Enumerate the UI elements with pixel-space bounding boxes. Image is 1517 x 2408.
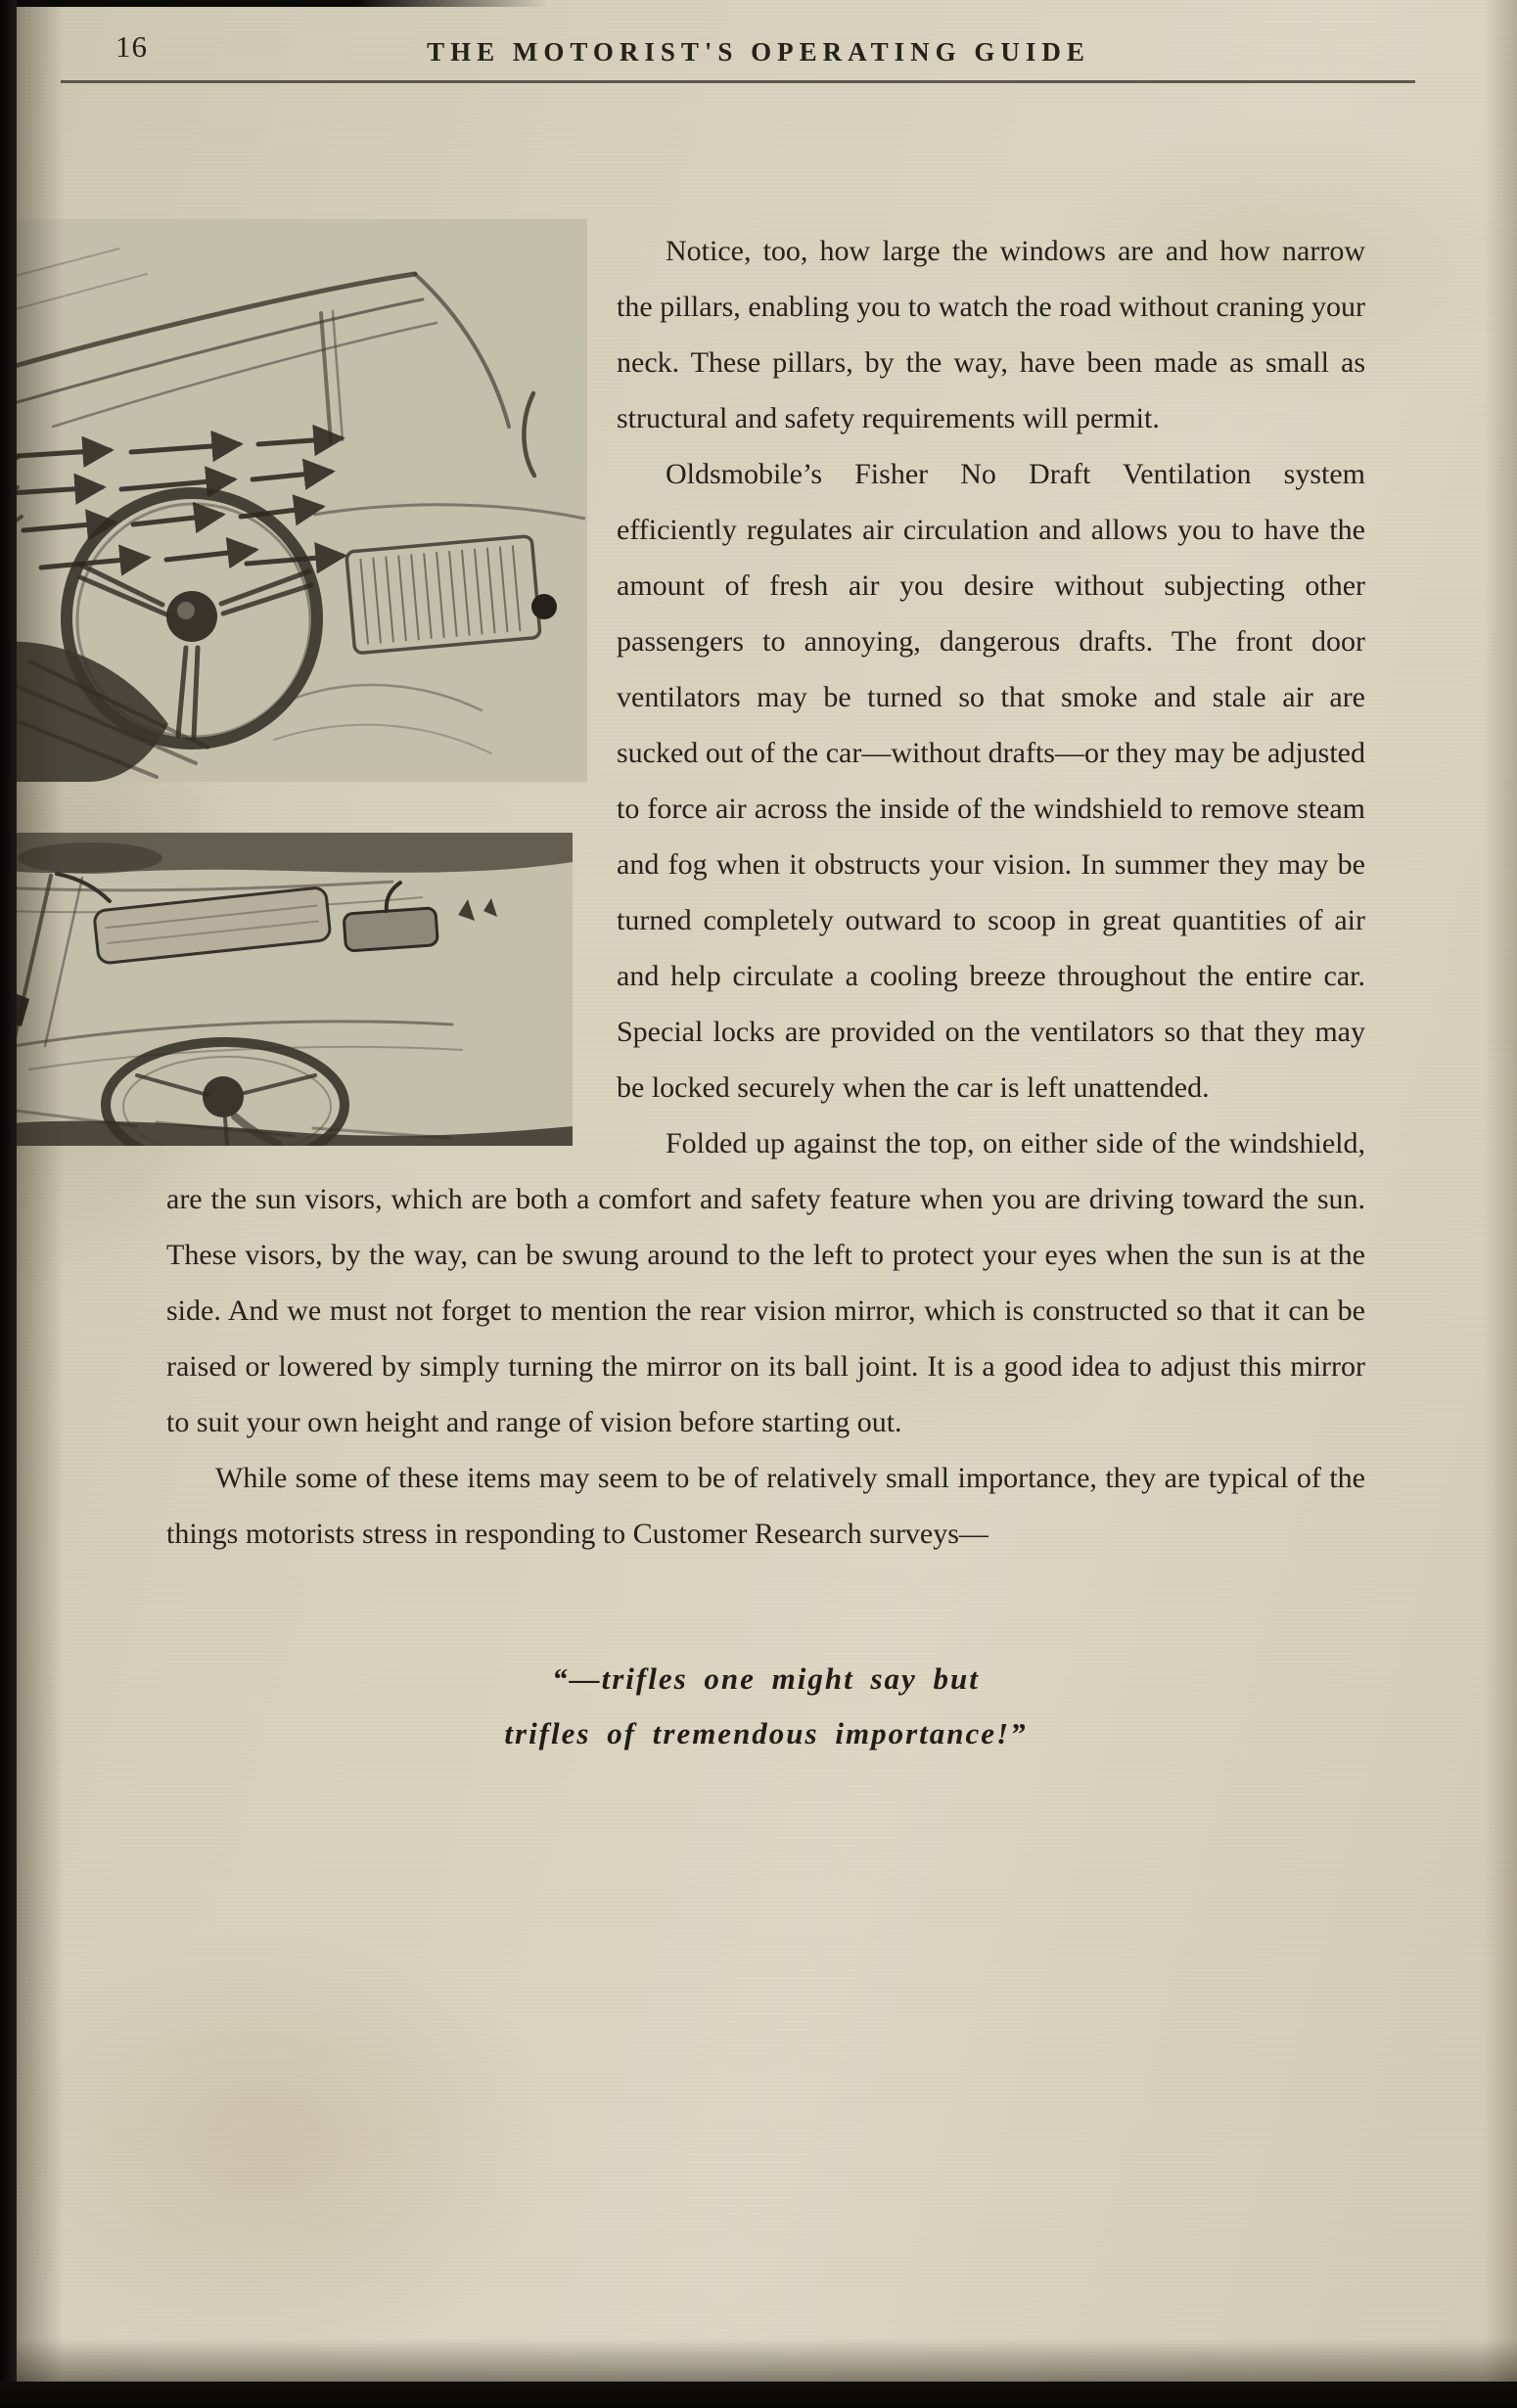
closing-quote xyxy=(166,1652,1365,1761)
ventilation-airflow-illustration xyxy=(0,219,587,782)
binding-shadow xyxy=(17,0,64,2408)
dash-knob xyxy=(531,594,557,619)
bottom-edge xyxy=(0,2382,1517,2408)
running-title: THE MOTORIST'S OPERATING GUIDE xyxy=(427,37,1090,67)
sun-visor-mirror-illustration xyxy=(0,833,587,1146)
paragraph-no-draft-ventilation: Oldsmobile’s Fisher No Draft Ventilation system efficiently regulates air circulation and allows you to have the amount of fresh air you desire without subjecting other passengers to annoying, dangerous drafts. The front door ventilators may be turned so that smoke and stale air are sucked out of the car—without drafts—or they may be adjusted to force air across the inside of the windshield to remove steam and fog when it obstructs your vision. In summer they may be turned completely outward to scoop in great quantities of air and help circulate a cooling breeze throughout the entire car. Special locks are provided on the ventilators so that they may be locked securely when the car is left unattended. xyxy=(617,458,1365,1104)
page-content xyxy=(0,110,1517,1761)
paragraph-windows-pillars: Notice, too, how large the windows are and how narrow the pillars, enabling you to watch the road without craning your neck. These pillars, by the way, have been made as small as structural and safety requirements will permit. xyxy=(617,235,1365,434)
closing-quote-line-2: trifles of tremendous importance!” xyxy=(504,1716,1028,1750)
ventilation-sketch-svg xyxy=(0,219,587,782)
bottom-edge-shadow xyxy=(0,2339,1517,2382)
figure-column xyxy=(0,219,587,1146)
page-header xyxy=(0,0,1517,110)
paragraph-sun-visors-mirror: Folded up against the top, on either side of the windshield, are the sun visors, which are both a comfort and safety feature when you are driving toward the sun. These visors, by the way, can be swung around to the left to protect your eyes when the sun is at the side. And we must not forget to mention the rear vision mirror, which is constructed so that it can be raised or lowered by simply turning the mirror on its ball joint. It is a good idea to adjust this mirror to suit your own height and range of vision before starting out. xyxy=(166,1127,1365,1438)
closing-quote-line-1: “—trifles one might say but xyxy=(552,1661,980,1696)
scan-edge-right-shading xyxy=(1484,0,1517,2408)
page-number: 16 xyxy=(115,29,148,64)
header-rule xyxy=(61,80,1415,83)
scan-edge-top xyxy=(0,0,548,7)
paragraph-customer-research: While some of these items may seem to be of relatively small importance, they are typical of the things motorists stress in responding to Customer Research surveys— xyxy=(166,1462,1365,1550)
binding-edge xyxy=(0,0,17,2408)
sun-visor-sketch-svg xyxy=(0,833,573,1146)
